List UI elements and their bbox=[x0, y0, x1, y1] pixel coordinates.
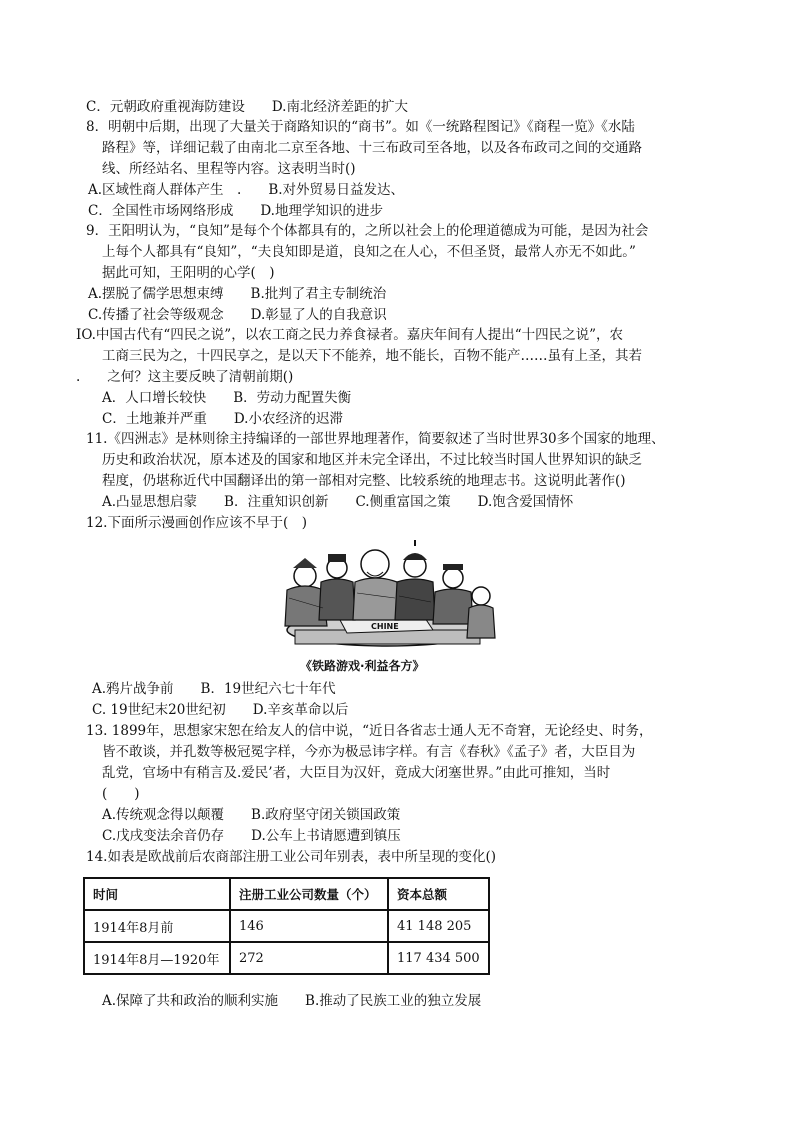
text-line: 13. 1899年，思想家宋恕在给友人的信中说，“近日各省志士通人无不奇窘，无论经史、时务， bbox=[86, 723, 653, 739]
text-line: 9．王阳明认为，“良知”是每个个体都具有的，之所以社会上的伦理道德成为可能，是因为社会 bbox=[86, 223, 649, 239]
text-line: 工商三民为之，十四民享之，是以天下不能养，地不能长，百物不能产……虽有上圣，其若 bbox=[102, 348, 642, 364]
table-row bbox=[84, 942, 489, 974]
text-line: A.传统观念得以颠覆 B.政府坚守闭关锁国政策 bbox=[102, 807, 401, 823]
table-cell: 146 bbox=[230, 910, 388, 942]
text-line: C. 19世纪末20世纪初 D.辛亥革命以后 bbox=[92, 702, 349, 718]
svg-text:CHINE: CHINE bbox=[371, 622, 399, 631]
table-cell: 1914年8月—1920年 bbox=[84, 942, 230, 974]
table-header-row bbox=[84, 878, 489, 910]
table-header-cell: 资本总额 bbox=[388, 878, 489, 910]
text-line: 乱党，官场中有稍言及.爱民’者，大臣目为汉奸，竟成大闭塞世界。”由此可推知，当时 bbox=[102, 765, 611, 781]
text-line: A.鸦片战争前 B．19世纪六七十年代 bbox=[92, 681, 336, 697]
table-row bbox=[84, 910, 489, 942]
text-line: 路程》等，详细记载了由南北二京至各地、十三布政司至各地，以及各布政司之间的交通路 bbox=[102, 140, 642, 156]
text-line: 14.如表是欧战前后农商部注册工业公司年别表，表中所呈现的变化() bbox=[86, 849, 497, 865]
cartoon-caption: 《铁路游戏·利益各方》 bbox=[300, 659, 425, 673]
text-line: C．元朝政府重视海防建设 D.南北经济差距的扩大 bbox=[86, 99, 408, 115]
text-line: 8．明朝中后期，出现了大量关于商路知识的“商书”。如《一统路程图记》《商程一览》《水陆 bbox=[86, 119, 635, 135]
table-header-cell: 时间 bbox=[84, 878, 230, 910]
text-line: 程度，仍堪称近代中国翻译出的第一部相对完整、比较系统的地理志书。这说明此著作() bbox=[102, 473, 626, 489]
text-line: A．人口增长较快 B．劳动力配置失衡 bbox=[102, 390, 352, 406]
text-line: C．土地兼并严重 D.小农经济的迟滞 bbox=[102, 411, 343, 427]
text-line: C．全国性市场网络形成 D.地理学知识的进步 bbox=[88, 203, 383, 219]
cartoon-image bbox=[275, 538, 500, 650]
text-line: A.保障了共和政治的顺利实施 B.推动了民族工业的独立发展 bbox=[102, 993, 482, 1009]
text-line: ( ) bbox=[102, 786, 140, 802]
table-header-cell: 注册工业公司数量（个） bbox=[230, 878, 388, 910]
table-cell: 41 148 205 bbox=[388, 910, 489, 942]
table-cell: 117 434 500 bbox=[388, 942, 489, 974]
text-line: C.传播了社会等级观念 D.彰显了人的自我意识 bbox=[88, 307, 387, 323]
text-line: C.戊戌变法余音仍存 D.公车上书请愿遭到镇压 bbox=[102, 828, 401, 844]
text-line: A.区域性商人群体产生 . B.对外贸易日益发达、 bbox=[88, 182, 405, 198]
text-line: A.凸显思想启蒙 B．注重知识创新 C.侧重富国之策 D.饱含爱国情怀 bbox=[102, 494, 574, 510]
text-line: 线、所经站名、里程等内容。这表明当时() bbox=[102, 161, 356, 177]
text-line: 12.下面所示漫画创作应该不早于( ) bbox=[86, 515, 308, 531]
text-line: 据此可知，王阳明的心学( ) bbox=[102, 265, 275, 281]
company-registration-table bbox=[83, 877, 490, 975]
text-line: 11.《四洲志》是林则徐主持编译的一部世界地理著作，简要叙述了当时世界30多个国家的地理、 bbox=[86, 431, 665, 447]
table-cell: 1914年8月前 bbox=[84, 910, 230, 942]
text-line: IO.中国古代有“四民之说”，以农工商之民力养食禄者。嘉庆年间有人提出“十四民之说”，农 bbox=[76, 327, 624, 343]
text-line: 历史和政治状况，原本述及的国家和地区并未完全译出，不过比较当时国人世界知识的缺乏 bbox=[102, 452, 642, 468]
text-line: . 之何？这主要反映了清朝前期() bbox=[76, 369, 294, 385]
text-line: 上每个人都具有“良知”，“夫良知即是道，良知之在人心，不但圣贤，最常人亦无不如此。” bbox=[102, 244, 636, 260]
text-line: A.摆脱了儒学思想束缚 B.批判了君主专制统治 bbox=[88, 286, 387, 302]
text-line: 皆不敢谈，并孔数等极冠冕字样，今亦为极忌讳字样。有言《春秋》《孟子》者，大臣目为 bbox=[102, 744, 636, 760]
table-cell: 272 bbox=[230, 942, 388, 974]
